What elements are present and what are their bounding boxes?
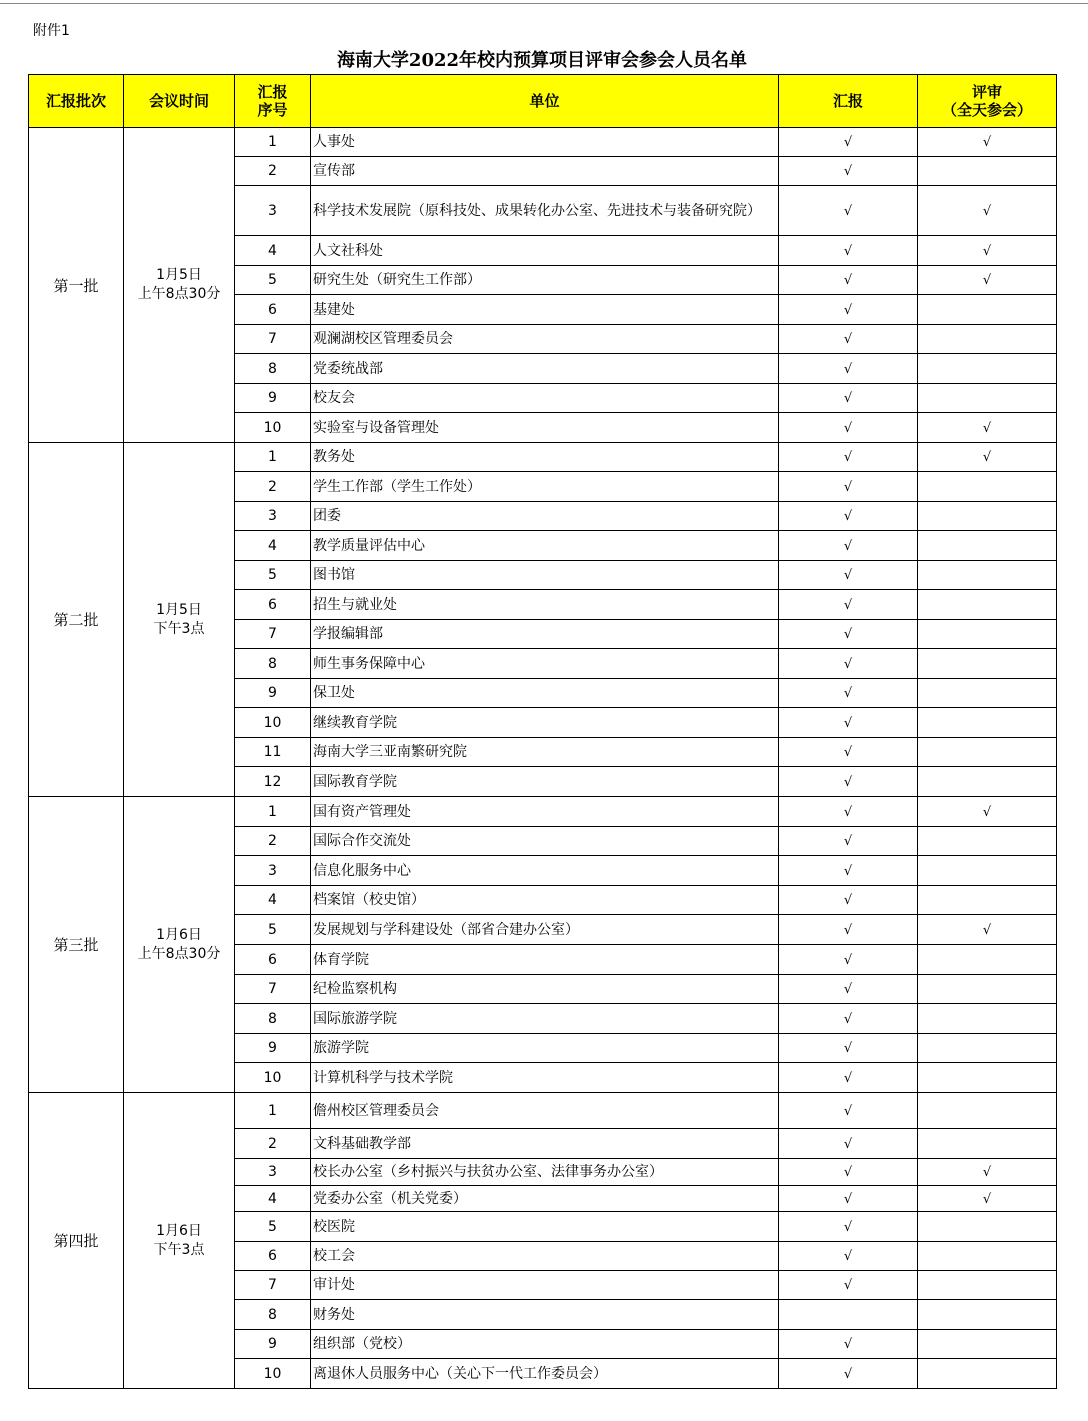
- unit-cell: 校友会: [311, 384, 779, 413]
- seq-cell: 8: [235, 354, 311, 384]
- seq-cell: 4: [235, 886, 311, 915]
- report-cell: [779, 975, 918, 1004]
- report-cell: [779, 561, 918, 590]
- seq-cell: 8: [235, 649, 311, 679]
- report-cell: [779, 1093, 918, 1129]
- check-mark-icon: √: [843, 715, 853, 731]
- unit-cell: 组织部（党校）: [311, 1330, 779, 1359]
- report-cell: [779, 1159, 918, 1186]
- check-mark-icon: √: [843, 391, 853, 406]
- check-mark-icon: √: [982, 273, 992, 288]
- check-mark-icon: √: [843, 135, 853, 150]
- seq-cell: 10: [235, 1063, 311, 1093]
- check-mark-icon: √: [843, 804, 853, 820]
- review-cell: [918, 1034, 1057, 1063]
- table-row: [29, 128, 1057, 157]
- seq-cell: 2: [235, 1129, 311, 1159]
- check-mark-icon: √: [843, 203, 853, 219]
- review-cell: [918, 266, 1057, 295]
- seq-cell: 6: [235, 295, 311, 325]
- check-mark-icon: √: [843, 332, 853, 347]
- check-mark-icon: √: [843, 1103, 853, 1119]
- review-cell: [918, 915, 1057, 945]
- check-mark-icon: √: [843, 1278, 853, 1293]
- report-cell: [779, 886, 918, 915]
- report-cell: [779, 1212, 918, 1242]
- unit-cell: 党委办公室（机关党委）: [311, 1186, 779, 1212]
- review-cell: [918, 443, 1057, 472]
- unit-cell: 学生工作部（学生工作处）: [311, 472, 779, 502]
- check-mark-icon: √: [843, 893, 853, 908]
- unit-cell: 基建处: [311, 295, 779, 325]
- review-cell: [918, 1004, 1057, 1034]
- seq-cell: 10: [235, 413, 311, 443]
- unit-cell: 文科基础教学部: [311, 1129, 779, 1159]
- meeting-clock-time: 下午3点: [153, 1241, 205, 1258]
- report-cell: [779, 384, 918, 413]
- unit-cell: 财务处: [311, 1300, 779, 1330]
- meeting-clock-time: 下午3点: [153, 620, 205, 637]
- batch-cell: 第一批: [29, 128, 124, 443]
- check-mark-icon: √: [843, 420, 853, 436]
- seq-cell: 4: [235, 1186, 311, 1212]
- table-row: [29, 797, 1057, 827]
- seq-cell: 5: [235, 1212, 311, 1242]
- unit-cell: 离退休人员服务中心（关心下一代工作委员会）: [311, 1359, 779, 1389]
- check-mark-icon: √: [843, 627, 853, 642]
- unit-cell: 教学质量评估中心: [311, 531, 779, 561]
- unit-cell: 国际合作交流处: [311, 827, 779, 856]
- check-mark-icon: √: [843, 302, 853, 318]
- review-cell: [918, 1271, 1057, 1300]
- seq-cell: 6: [235, 590, 311, 620]
- seq-cell: 2: [235, 157, 311, 186]
- review-cell: [918, 827, 1057, 856]
- review-cell: [918, 413, 1057, 443]
- report-cell: [779, 295, 918, 325]
- meeting-clock-time: 上午8点30分: [137, 945, 221, 962]
- seq-cell: 5: [235, 915, 311, 945]
- report-cell: [779, 502, 918, 531]
- review-cell: [918, 886, 1057, 915]
- unit-cell: 学报编辑部: [311, 620, 779, 649]
- unit-cell: 国际旅游学院: [311, 1004, 779, 1034]
- check-mark-icon: √: [843, 656, 853, 672]
- seq-cell: 12: [235, 767, 311, 797]
- header-seq-line1: 汇报: [257, 83, 288, 101]
- report-cell: [779, 679, 918, 708]
- seq-cell: 10: [235, 708, 311, 738]
- check-mark-icon: √: [843, 1136, 853, 1152]
- seq-cell: 5: [235, 561, 311, 590]
- header-unit: 单位: [311, 75, 779, 128]
- check-mark-icon: √: [843, 1366, 853, 1382]
- check-mark-icon: √: [843, 774, 853, 790]
- review-cell: [918, 738, 1057, 767]
- report-cell: [779, 915, 918, 945]
- review-cell: [918, 561, 1057, 590]
- unit-cell: 旅游学院: [311, 1034, 779, 1063]
- unit-cell: 校长办公室（乡村振兴与扶贫办公室、法律事务办公室）: [311, 1159, 779, 1186]
- review-cell: [918, 502, 1057, 531]
- batch-cell: 第三批: [29, 797, 124, 1093]
- check-mark-icon: √: [843, 1011, 853, 1027]
- check-mark-icon: √: [843, 686, 853, 701]
- document-title: 海南大学2022年校内预算项目评审会参会人员名单: [336, 50, 748, 71]
- header-review-line2: （全天参会）: [941, 101, 1032, 119]
- unit-cell: 党委统战部: [311, 354, 779, 384]
- review-cell: [918, 1300, 1057, 1330]
- check-mark-icon: √: [843, 1041, 853, 1056]
- header-review: [918, 75, 1057, 128]
- meeting-time-cell: [124, 443, 235, 797]
- seq-cell: 1: [235, 443, 311, 472]
- meeting-date: 1月6日: [156, 926, 202, 943]
- seq-cell: 2: [235, 472, 311, 502]
- report-cell: [779, 827, 918, 856]
- review-cell: [918, 157, 1057, 186]
- review-cell: [918, 1186, 1057, 1212]
- batch-cell: 第四批: [29, 1093, 124, 1389]
- report-cell: [779, 649, 918, 679]
- check-mark-icon: √: [982, 203, 992, 219]
- check-mark-icon: √: [843, 1249, 853, 1264]
- seq-cell: 7: [235, 1271, 311, 1300]
- unit-cell: 继续教育学院: [311, 708, 779, 738]
- seq-cell: 8: [235, 1300, 311, 1330]
- report-cell: [779, 236, 918, 266]
- review-cell: [918, 1129, 1057, 1159]
- check-mark-icon: √: [843, 834, 853, 849]
- unit-cell: 发展规划与学科建设处（部省合建办公室）: [311, 915, 779, 945]
- report-cell: [779, 1300, 918, 1330]
- seq-cell: 3: [235, 856, 311, 886]
- report-cell: [779, 443, 918, 472]
- review-cell: [918, 767, 1057, 797]
- report-cell: [779, 1242, 918, 1271]
- table-row: [29, 1093, 1057, 1129]
- report-cell: [779, 738, 918, 767]
- seq-cell: 2: [235, 827, 311, 856]
- check-mark-icon: √: [843, 1070, 853, 1086]
- seq-cell: 6: [235, 1242, 311, 1271]
- review-cell: [918, 295, 1057, 325]
- seq-cell: 7: [235, 325, 311, 354]
- seq-cell: 9: [235, 384, 311, 413]
- report-cell: [779, 708, 918, 738]
- seq-cell: 7: [235, 975, 311, 1004]
- attendee-table: [28, 74, 1057, 1389]
- check-mark-icon: √: [843, 597, 853, 613]
- unit-cell: 人文社科处: [311, 236, 779, 266]
- check-mark-icon: √: [843, 745, 853, 760]
- seq-cell: 11: [235, 738, 311, 767]
- review-cell: [918, 354, 1057, 384]
- meeting-time-cell: [124, 797, 235, 1093]
- header-row: [29, 75, 1057, 128]
- meeting-clock-time: 上午8点30分: [137, 286, 221, 302]
- check-mark-icon: √: [843, 1165, 853, 1180]
- review-cell: [918, 708, 1057, 738]
- check-mark-icon: √: [843, 1337, 853, 1352]
- report-cell: [779, 945, 918, 975]
- check-mark-icon: √: [843, 922, 853, 938]
- review-cell: [918, 679, 1057, 708]
- check-mark-icon: √: [843, 1191, 853, 1207]
- unit-cell: 体育学院: [311, 945, 779, 975]
- header-review-line1: 评审: [971, 83, 1002, 101]
- review-cell: [918, 1063, 1057, 1093]
- batch-cell: 第二批: [29, 443, 124, 797]
- unit-cell: 档案馆（校史馆）: [311, 886, 779, 915]
- check-mark-icon: √: [982, 1165, 992, 1180]
- report-cell: [779, 1063, 918, 1093]
- seq-cell: 9: [235, 679, 311, 708]
- unit-cell: 纪检监察机构: [311, 975, 779, 1004]
- seq-cell: 4: [235, 531, 311, 561]
- report-cell: [779, 1330, 918, 1359]
- seq-cell: 6: [235, 945, 311, 975]
- report-cell: [779, 325, 918, 354]
- check-mark-icon: √: [982, 450, 992, 465]
- unit-cell: 儋州校区管理委员会: [311, 1093, 779, 1129]
- check-mark-icon: √: [843, 952, 853, 968]
- unit-cell: 宣传部: [311, 157, 779, 186]
- check-mark-icon: √: [982, 922, 992, 938]
- check-mark-icon: √: [843, 1219, 853, 1235]
- seq-cell: 1: [235, 1093, 311, 1129]
- seq-cell: 4: [235, 236, 311, 266]
- seq-cell: 8: [235, 1004, 311, 1034]
- check-mark-icon: √: [843, 509, 853, 524]
- seq-cell: 3: [235, 1159, 311, 1186]
- seq-cell: 1: [235, 797, 311, 827]
- unit-cell: 图书馆: [311, 561, 779, 590]
- check-mark-icon: √: [982, 804, 992, 820]
- report-cell: [779, 1186, 918, 1212]
- report-cell: [779, 1271, 918, 1300]
- unit-cell: 校工会: [311, 1242, 779, 1271]
- meeting-date: 1月5日: [156, 601, 202, 618]
- report-cell: [779, 266, 918, 295]
- unit-cell: 审计处: [311, 1271, 779, 1300]
- report-cell: [779, 856, 918, 886]
- review-cell: [918, 325, 1057, 354]
- review-cell: [918, 186, 1057, 236]
- unit-cell: 科学技术发展院（原科技处、成果转化办公室、先进技术与装备研究院）: [311, 186, 779, 236]
- check-mark-icon: √: [843, 164, 853, 179]
- meeting-time-cell: [124, 128, 235, 443]
- table-row: [29, 443, 1057, 472]
- review-cell: [918, 1242, 1057, 1271]
- attachment-label: 附件1: [33, 23, 70, 39]
- unit-cell: 计算机科学与技术学院: [311, 1063, 779, 1093]
- seq-cell: 3: [235, 186, 311, 236]
- check-mark-icon: √: [982, 135, 992, 150]
- report-cell: [779, 186, 918, 236]
- review-cell: [918, 856, 1057, 886]
- check-mark-icon: √: [843, 568, 853, 583]
- report-cell: [779, 531, 918, 561]
- header-report: 汇报: [779, 75, 918, 128]
- report-cell: [779, 620, 918, 649]
- header-batch: 汇报批次: [29, 75, 124, 128]
- check-mark-icon: √: [843, 273, 853, 288]
- review-cell: [918, 945, 1057, 975]
- unit-cell: 人事处: [311, 128, 779, 157]
- unit-cell: 实验室与设备管理处: [311, 413, 779, 443]
- report-cell: [779, 128, 918, 157]
- review-cell: [918, 649, 1057, 679]
- seq-cell: 5: [235, 266, 311, 295]
- review-cell: [918, 797, 1057, 827]
- review-cell: [918, 1212, 1057, 1242]
- seq-cell: 10: [235, 1359, 311, 1389]
- unit-cell: 研究生处（研究生工作部）: [311, 266, 779, 295]
- review-cell: [918, 531, 1057, 561]
- review-cell: [918, 620, 1057, 649]
- unit-cell: 国际教育学院: [311, 767, 779, 797]
- review-cell: [918, 384, 1057, 413]
- check-mark-icon: √: [843, 982, 853, 997]
- seq-cell: 7: [235, 620, 311, 649]
- unit-cell: 师生事务保障中心: [311, 649, 779, 679]
- check-mark-icon: √: [843, 243, 853, 259]
- report-cell: [779, 797, 918, 827]
- report-cell: [779, 1129, 918, 1159]
- unit-cell: 团委: [311, 502, 779, 531]
- report-cell: [779, 157, 918, 186]
- unit-cell: 海南大学三亚南繁研究院: [311, 738, 779, 767]
- unit-cell: 保卫处: [311, 679, 779, 708]
- check-mark-icon: √: [843, 863, 853, 879]
- header-time: 会议时间: [124, 75, 235, 128]
- report-cell: [779, 413, 918, 443]
- review-cell: [918, 1159, 1057, 1186]
- unit-cell: 招生与就业处: [311, 590, 779, 620]
- check-mark-icon: √: [982, 1191, 992, 1207]
- seq-cell: 3: [235, 502, 311, 531]
- unit-cell: 观澜湖校区管理委员会: [311, 325, 779, 354]
- review-cell: [918, 1330, 1057, 1359]
- header-seq: [235, 75, 311, 128]
- check-mark-icon: √: [843, 450, 853, 465]
- header-seq-line2: 序号: [257, 101, 288, 119]
- report-cell: [779, 767, 918, 797]
- unit-cell: 教务处: [311, 443, 779, 472]
- review-cell: [918, 975, 1057, 1004]
- report-cell: [779, 590, 918, 620]
- report-cell: [779, 1004, 918, 1034]
- check-mark-icon: √: [982, 420, 992, 436]
- seq-cell: 9: [235, 1330, 311, 1359]
- check-mark-icon: √: [843, 538, 853, 554]
- review-cell: [918, 128, 1057, 157]
- review-cell: [918, 236, 1057, 266]
- unit-cell: 信息化服务中心: [311, 856, 779, 886]
- meeting-time-cell: [124, 1093, 235, 1389]
- unit-cell: 国有资产管理处: [311, 797, 779, 827]
- report-cell: [779, 1034, 918, 1063]
- table-body: [29, 128, 1057, 1389]
- review-cell: [918, 472, 1057, 502]
- review-cell: [918, 1359, 1057, 1389]
- report-cell: [779, 472, 918, 502]
- meeting-date: 1月5日: [156, 267, 202, 283]
- seq-cell: 9: [235, 1034, 311, 1063]
- report-cell: [779, 354, 918, 384]
- top-border-line: [0, 3, 1088, 4]
- unit-cell: 校医院: [311, 1212, 779, 1242]
- review-cell: [918, 1093, 1057, 1129]
- check-mark-icon: √: [982, 243, 992, 259]
- meeting-date: 1月6日: [156, 1222, 202, 1239]
- seq-cell: 1: [235, 128, 311, 157]
- check-mark-icon: √: [843, 479, 853, 495]
- report-cell: [779, 1359, 918, 1389]
- check-mark-icon: √: [843, 361, 853, 377]
- review-cell: [918, 590, 1057, 620]
